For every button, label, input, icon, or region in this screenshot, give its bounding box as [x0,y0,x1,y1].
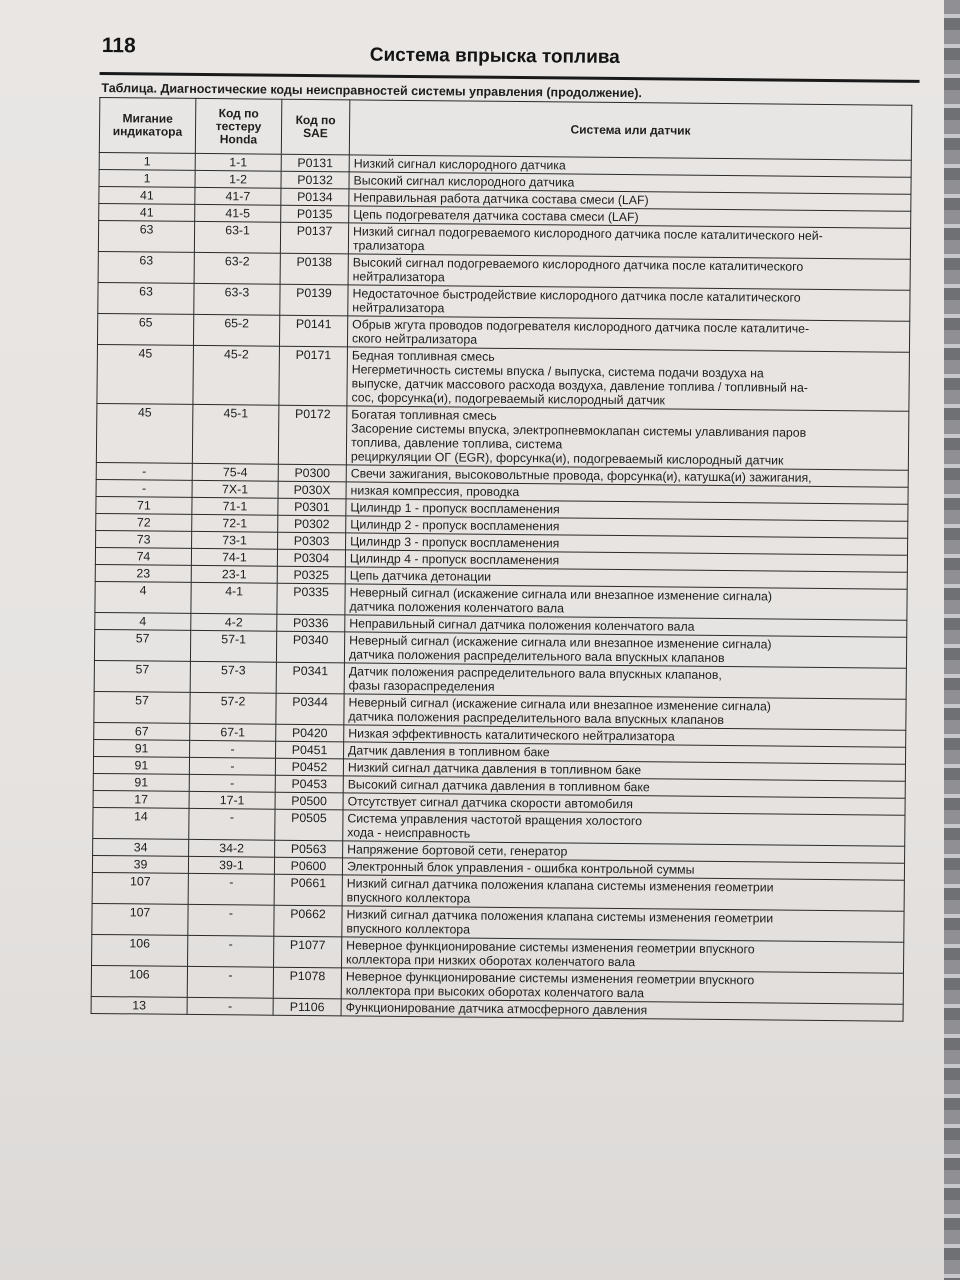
blink-cell: 65 [97,313,193,345]
description-cell: Неверный сигнал (искажение сигнала или внезапное изменение сигнала) датчика положения распределительного вала впускных клапанов [344,632,906,668]
honda-code-cell: - [190,740,276,758]
honda-code-cell: 7X-1 [192,480,278,498]
honda-code-cell: 1-2 [195,170,281,188]
description-cell: Богатая топливная смесь Засорение системы впуска, электропневмоклапан системы улавливания паров топлива, давление топлива, система рециркуляции ОГ (EGR), форсунка(и), подогреваемый кислородный датчик [346,406,909,470]
sae-code-cell: P0139 [280,284,348,316]
sae-code-cell: P0302 [278,515,346,533]
blink-cell: 106 [91,965,187,997]
sae-code-cell: P0662 [274,905,342,937]
honda-code-cell: 57-2 [190,692,276,724]
blink-cell: 71 [96,496,192,514]
honda-code-cell: - [188,873,274,905]
honda-code-cell: 17-1 [189,791,275,809]
sae-code-cell: P0600 [274,857,342,875]
sae-code-cell: P0131 [281,154,349,172]
sae-code-cell: P1077 [274,936,342,968]
blink-cell: 4 [95,581,191,613]
description-cell: Электронный блок управления - ошибка контрольной суммы [342,858,904,880]
sae-code-cell: P0453 [275,775,343,793]
blink-cell: 41 [99,203,195,221]
honda-code-cell: - [187,966,273,998]
blink-cell: 67 [94,722,190,740]
diagnostic-codes-table [91,97,913,1022]
honda-code-cell: 65-2 [193,314,279,346]
description-cell: Низкий сигнал подогреваемого кислородного датчика после каталитического ней- трализатора [348,223,910,259]
blink-cell: 45 [96,403,193,463]
honda-code-cell: 1-1 [195,153,281,171]
sae-code-cell: P0141 [279,315,347,347]
description-cell: Цепь датчика детонации [345,567,907,589]
blink-cell: 57 [94,629,190,661]
sae-code-cell: P0138 [280,253,348,285]
blink-cell: 91 [94,739,190,757]
honda-code-cell: 75-4 [192,463,278,481]
blink-cell: 45 [97,344,194,404]
blink-cell: 41 [99,186,195,204]
blink-cell: 91 [93,756,189,774]
sae-code-cell: P0300 [278,464,346,482]
sae-code-cell: P0335 [277,583,345,615]
description-cell: Цепь подогревателя датчика состава смеси (LAF) [349,206,911,228]
table-caption: Таблица. Диагностические коды неисправностей системы управления (продолжение). [101,81,642,101]
honda-code-cell: 23-1 [191,565,277,583]
blink-cell: 91 [93,773,189,791]
description-cell: Отсутствует сигнал датчика скорости автомобиля [343,793,905,815]
description-cell: Датчик давления в топливном баке [344,742,906,764]
description-cell: Напряжение бортовой сети, генератор [343,841,905,863]
table-row [96,403,909,470]
sae-code-cell: P1078 [273,967,341,999]
honda-code-cell: 63-2 [194,252,280,284]
description-cell: Неверный сигнал (искажение сигнала или внезапное изменение сигнала) датчика положения распределительного вала впускных клапанов [344,694,906,730]
honda-code-cell: 57-1 [190,630,276,662]
description-cell: Бедная топливная смесь Негерметичность системы впуска / выпуска, система подачи воздуха на выпуске, датчик массового расхода воздуха, давление топлива / топливный на- сос, форсунка(и), подогреваемый кислородный датчик [347,347,910,411]
sae-code-cell: P0325 [277,566,345,584]
sae-code-cell: P0420 [276,724,344,742]
honda-code-cell: 63-1 [194,221,280,253]
blink-cell: 39 [92,855,188,873]
blink-cell: 4 [95,612,191,630]
description-cell: Низкий сигнал кислородного датчика [349,155,911,177]
header-system: Система или датчик [349,100,912,160]
blink-cell: 17 [93,790,189,808]
blink-cell: 107 [92,872,188,904]
blink-cell: 1 [99,169,195,187]
description-cell: Неверный сигнал (искажение сигнала или внезапное изменение сигнала) датчика положения коленчатого вала [345,584,907,620]
honda-code-cell: 74-1 [191,548,277,566]
description-cell: Низкий сигнал датчика положения клапана системы изменения геометрии впускного коллектора [342,906,904,942]
honda-code-cell: 4-2 [191,613,277,631]
honda-code-cell: 41-7 [195,187,281,205]
table-row [97,344,910,411]
sae-code-cell: P0563 [275,840,343,858]
table-header-row [99,98,911,161]
description-cell: Датчик положения распределительного вала впускных клапанов, фазы газораспределения [344,663,906,699]
honda-code-cell: - [188,904,274,936]
description-cell: Цилиндр 2 - пропуск воспламенения [346,516,908,538]
description-cell: Неправильный сигнал датчика положения коленчатого вала [345,615,907,637]
sae-code-cell: P0304 [277,549,345,567]
honda-code-cell: - [188,935,274,967]
description-cell: Цилиндр 3 - пропуск воспламенения [346,533,908,555]
blink-cell: 63 [98,251,194,283]
description-cell: Неверное функционирование системы изменения геометрии впускного коллектора при высоких оборотах коленчатого вала [341,968,903,1004]
sae-code-cell: P0661 [274,874,342,906]
blink-cell: - [96,479,192,497]
sae-code-cell: P0132 [281,171,349,189]
honda-code-cell: 34-2 [189,839,275,857]
honda-code-cell: 39-1 [188,856,274,874]
sae-code-cell: P0137 [280,222,348,254]
blink-cell: 63 [98,282,194,314]
description-cell: Неправильная работа датчика состава смеси (LAF) [349,189,911,211]
blink-cell: 14 [93,807,189,839]
description-cell: Свечи зажигания, высоковольтные провода, форсунка(и), катушка(и) зажигания, [346,465,908,487]
blink-cell: 74 [95,547,191,565]
honda-code-cell: 57-3 [190,661,276,693]
sae-code-cell: P0135 [281,205,349,223]
header-sae-code: Код по SAE [281,99,350,155]
description-cell: Система управления частотой вращения холостого хода - неисправность [343,810,905,846]
blink-cell: 73 [96,530,192,548]
sae-code-cell: P0336 [277,614,345,632]
sae-code-cell: P0303 [278,532,346,550]
honda-code-cell: - [189,808,275,840]
honda-code-cell: 71-1 [192,497,278,515]
sae-code-cell: P1106 [273,998,341,1016]
description-cell: Высокий сигнал подогреваемого кислородного датчика после каталитического нейтрализатора [348,254,910,290]
honda-code-cell: 41-5 [195,204,281,222]
description-cell: Цилиндр 4 - пропуск воспламенения [345,550,907,572]
honda-code-cell: - [189,774,275,792]
honda-code-cell: 4-1 [191,582,277,614]
description-cell: Низкий сигнал датчика положения клапана системы изменения геометрии впускного коллектора [342,875,904,911]
honda-code-cell: 45-1 [192,404,279,464]
honda-code-cell: 63-3 [194,283,280,315]
description-cell: Высокий сигнал кислородного датчика [349,172,911,194]
table-body [91,152,911,1021]
sae-code-cell: P0340 [276,631,344,663]
page-number: 118 [101,34,136,58]
sae-code-cell: P030X [278,481,346,499]
description-cell: Высокий сигнал датчика давления в топливном баке [343,776,905,798]
header-honda-code: Код по тестеру Honda [195,98,282,154]
honda-code-cell: - [189,757,275,775]
blink-cell: 34 [93,838,189,856]
honda-code-cell: 67-1 [190,723,276,741]
blink-cell: 23 [95,564,191,582]
blink-cell: 1 [99,152,195,170]
sae-code-cell: P0500 [275,792,343,810]
sae-code-cell: P0341 [276,662,344,694]
blink-cell: 57 [94,691,190,723]
description-cell: низкая компрессия, проводка [346,482,908,504]
honda-code-cell: 73-1 [192,531,278,549]
sae-code-cell: P0134 [281,188,349,206]
blink-cell: 57 [94,660,190,692]
printed-sheet [91,30,920,1022]
description-cell: Неверное функционирование системы изменения геометрии впускного коллектора при низких оборотах коленчатого вала [342,937,904,973]
blink-cell: 13 [91,996,187,1014]
description-cell: Недостаточное быстродействие кислородного датчика после каталитического нейтрализатора [348,285,910,321]
blink-cell: 63 [98,220,194,252]
page-title: Система впрыска топлива [369,44,620,68]
page-header [100,30,920,83]
honda-code-cell: - [187,997,273,1015]
blink-cell: 72 [96,513,192,531]
sae-code-cell: P0452 [275,758,343,776]
sae-code-cell: P0301 [278,498,346,516]
blink-cell: 106 [92,934,188,966]
sae-code-cell: P0505 [275,809,343,841]
sae-code-cell: P0172 [278,405,347,465]
sae-code-cell: P0451 [276,741,344,759]
sae-code-cell: P0171 [279,346,348,406]
sae-code-cell: P0344 [276,693,344,725]
honda-code-cell: 45-2 [193,345,280,405]
description-cell: Функционирование датчика атмосферного давления [341,999,903,1021]
header-blink: Мигание индикатора [99,98,196,154]
description-cell: Низкий сигнал датчика давления в топливном баке [343,759,905,781]
description-cell: Обрыв жгута проводов подогревателя кислородного датчика после каталитиче- ского нейтрализатора [347,316,909,352]
spiral-binding [944,0,960,1280]
blink-cell: - [96,462,192,480]
honda-code-cell: 72-1 [192,514,278,532]
description-cell: Низкая эффективность каталитического нейтрализатора [344,725,906,747]
description-cell: Цилиндр 1 - пропуск воспламенения [346,499,908,521]
blink-cell: 107 [92,903,188,935]
